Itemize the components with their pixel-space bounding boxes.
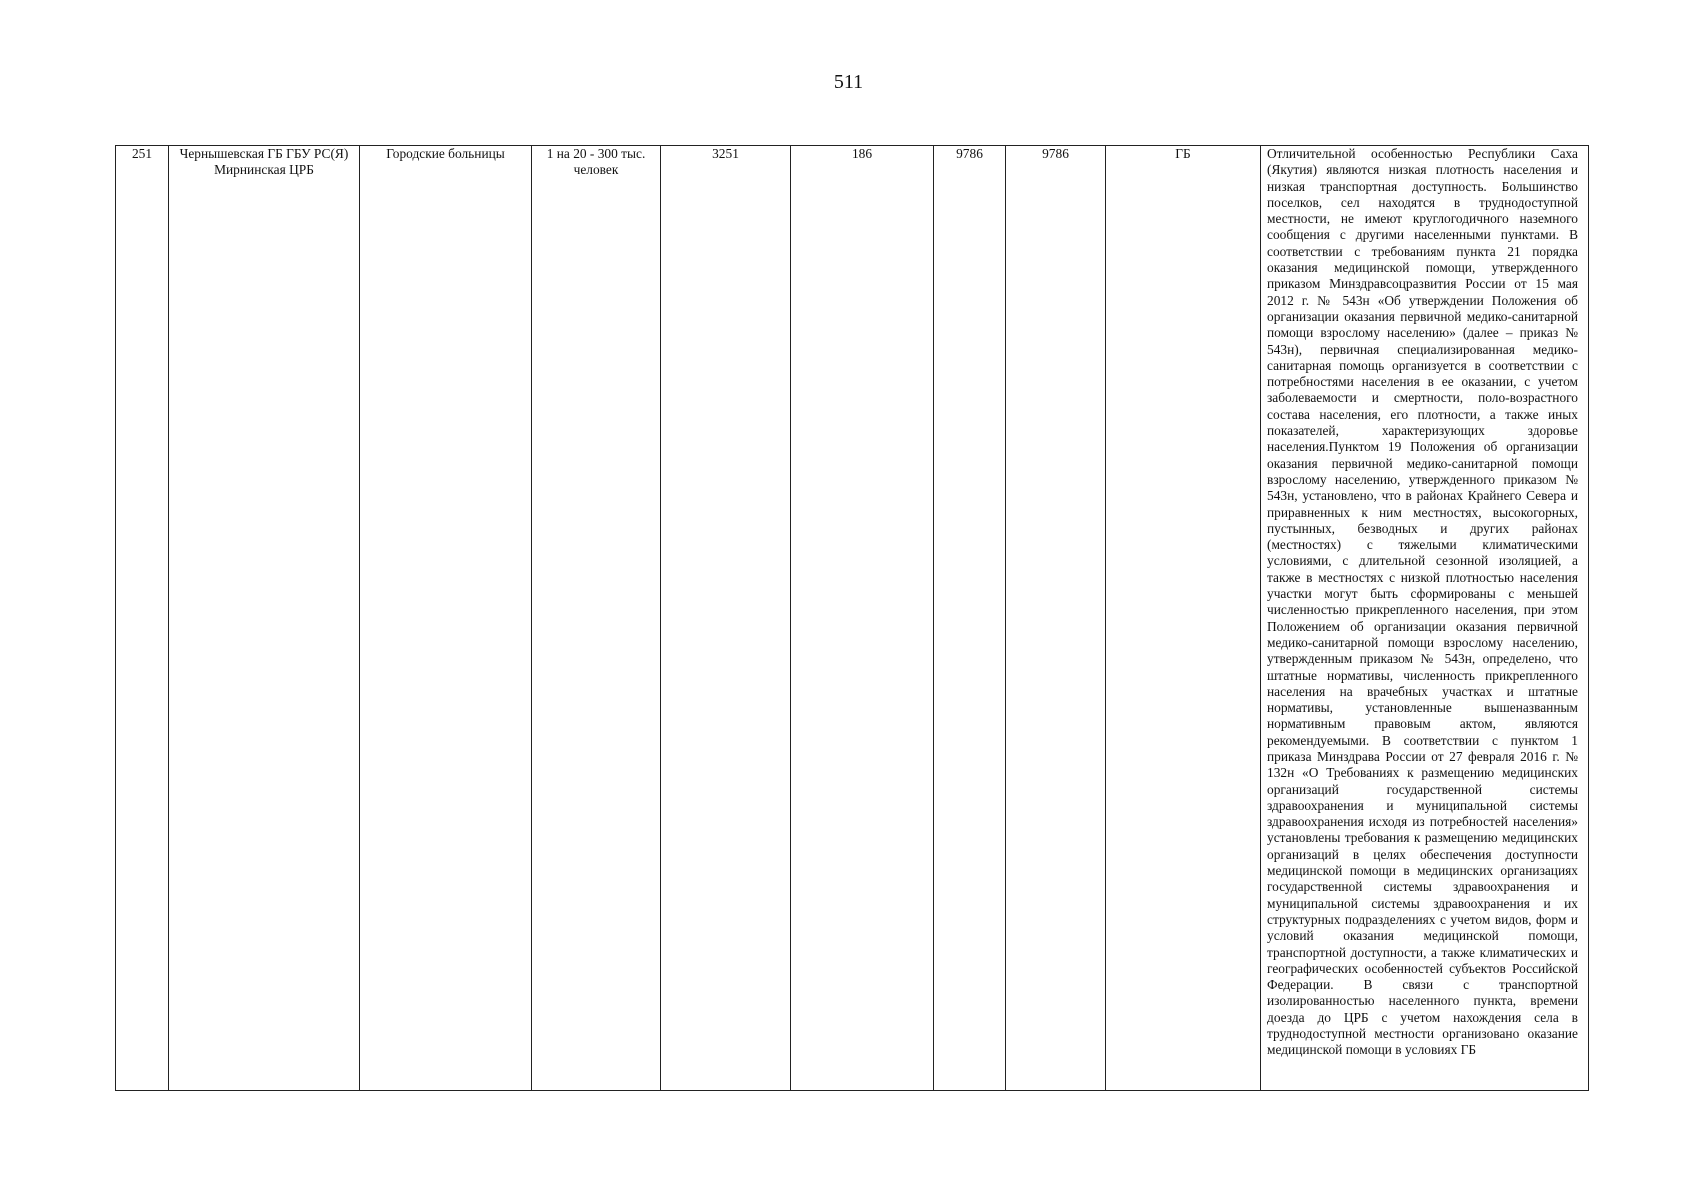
page-number: 511 (833, 71, 864, 93)
value-cell-4: 9786 (1006, 146, 1106, 1091)
note-cell: Отличительной особенностью Республики Саха (Якутия) являются низкая плотность населения и низкая транспортная доступность. Большинство поселков, сел находятся в труднодоступной местности, не имеют круглогодичного наземного сообщения с другими населенными пунктами. В соответствии с требованиям пункта 21 порядка оказания медицинской помощи, утвержденного приказом Минздравсоцразвития России от 15 мая 2012 г. № 543н «Об утверждении Положения об организации оказания первичной медико-санитарной помощи взрослому населению» (далее – приказ № 543н), первичная специализированная медико-санитарная помощь организуется в соответствии с потребностями населения в ее оказании, с учетом заболеваемости и смертности, поло-возрастного состава населения, его плотности, а также иных показателей, характеризующих здоровье населения.Пунктом 19 Положения об организации оказания первичной медико-санитарной помощи взрослому населению, утвержденного приказом № 543н, установлено, что в районах Крайнего Севера и приравненных к ним местностях, высокогорных, пустынных, безводных и других районах (местностях) с тяжелыми климатическими условиями, с длительной сезонной изоляцией, а также в местностях с низкой плотностью населения участки могут быть сформированы с меньшей численностью прикрепленного населения, при этом Положением об организации оказания первичной медико-санитарной помощи взрослому населению, утвержденным приказом № 543н, определено, что штатные нормативы, численность прикрепленного населения на врачебных участках и штатные нормативы, установленные вышеназванным нормативным правовым актом, являются рекомендуемыми. В соответствии с пунктом 1 приказа Минздрава России от 27 февраля 2016 г. № 132н «О Требованиях к размещению медицинских организаций государственной системы здравоохранения и муниципальной системы здравоохранения исходя из потребностей населения» установлены требования к размещению медицинских организаций в целях обеспечения доступности медицинской помощи в медицинских организациях государственной системы здравоохранения и муниципальной системы здравоохранения и их структурных подразделениях с учетом видов, форм и условий оказания медицинской помощи, транспортной доступности, а также климатических и географических особенностей субъектов Российской Федерации. В связи с транспортной изолированностью населенного пункта, времени доезда до ЦРБ с учетом нахождения села в труднодоступной местности организовано оказание медицинской помощи в условиях ГБ (1261, 146, 1589, 1091)
category-cell: Городские больницы (360, 146, 532, 1091)
value-cell-2: 186 (791, 146, 934, 1091)
table-row (116, 146, 1589, 1091)
registry-table (115, 145, 1589, 1091)
type-cell: ГБ (1106, 146, 1261, 1091)
organization-cell: Чернышевская ГБ ГБУ РС(Я) Мирнинская ЦРБ (169, 146, 360, 1091)
value-cell-3: 9786 (934, 146, 1006, 1091)
value-cell-1: 3251 (661, 146, 791, 1091)
norm-cell: 1 на 20 - 300 тыс. человек (532, 146, 661, 1091)
row-index-cell: 251 (116, 146, 169, 1091)
